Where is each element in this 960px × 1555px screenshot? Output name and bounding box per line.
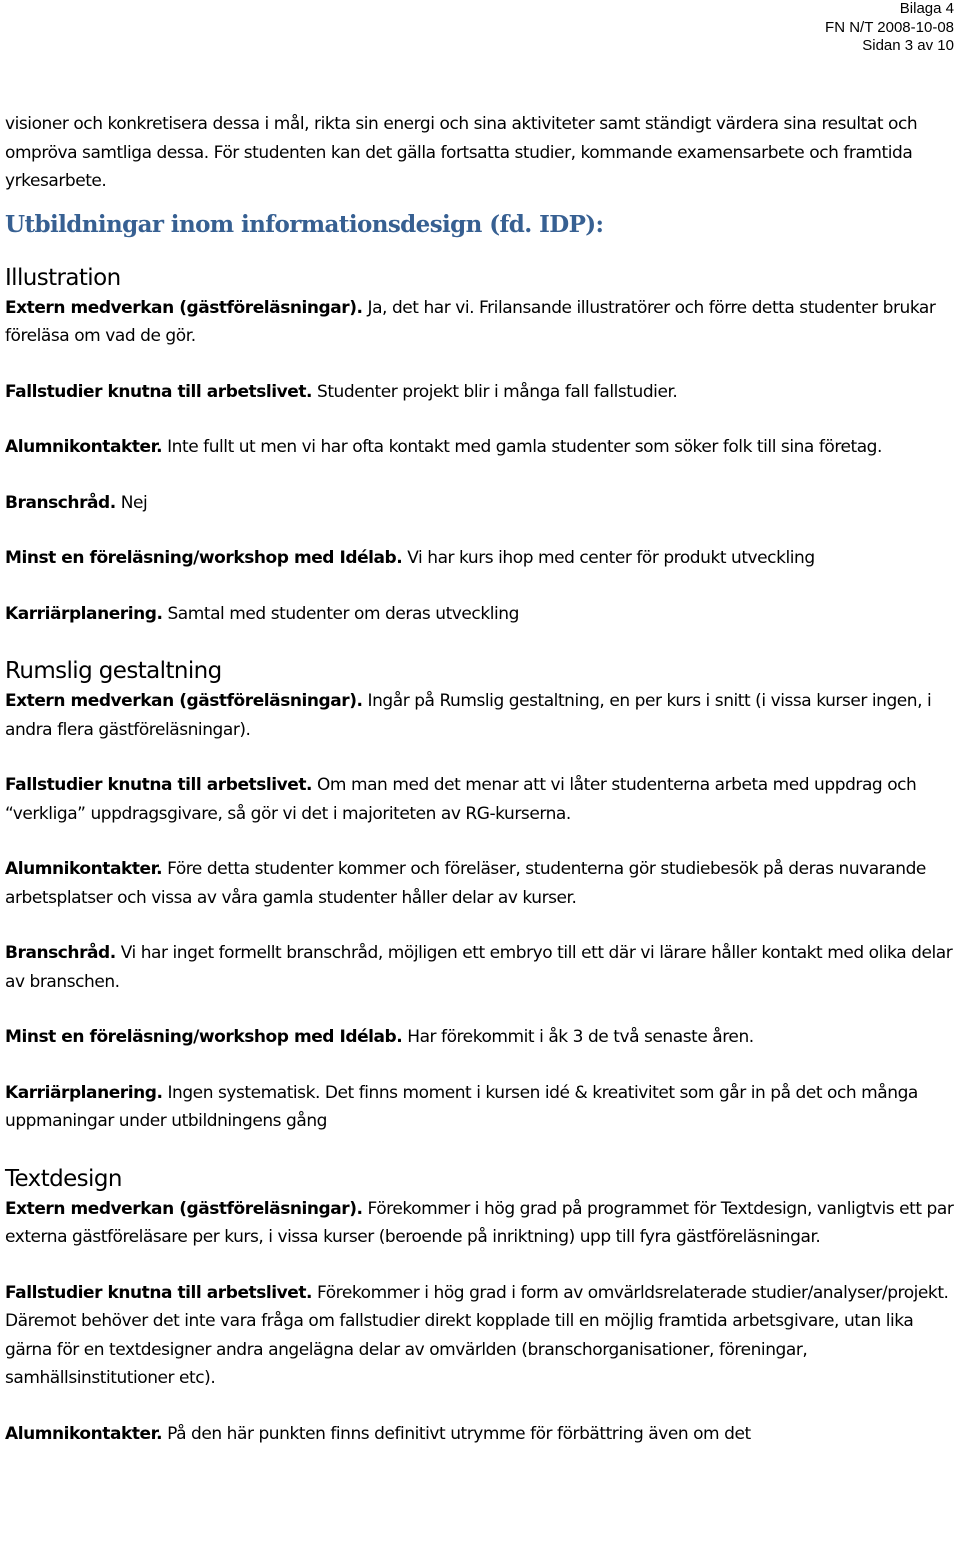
paragraph-label: Alumnikontakter. <box>5 859 163 879</box>
paragraph-label: Alumnikontakter. <box>5 437 163 457</box>
paragraph-label: Branschråd. <box>5 492 116 513</box>
paragraph-text: Före detta studenter kommer och föreläser, studenterna gör studiebesök på deras nuvarande arbetsplatser och vissa av våra gamla studenter håller delar av kurser. <box>5 859 926 908</box>
paragraph-extern-medverkan <box>5 687 955 744</box>
paragraph-text: Har förekommit i åk 3 de två senaste åren. <box>402 1027 754 1047</box>
paragraph-text: Förekommer i hög grad i form av omvärldsrelaterade studier/analyser/projekt. Däremot behöver det inte vara fråga om fallstudier direkt kopplade till en möjlig framtida arbetsgivare, utan lika gärna för en textdesigner andra angelägna delar av omvärlden (branschorganisationer, föreningar, samhällsinstitutioner etc). <box>5 1282 949 1388</box>
document-body <box>5 110 955 1475</box>
paragraph-label: Karriärplanering. <box>5 603 163 624</box>
section-title: Textdesign <box>5 1165 122 1192</box>
paragraph-text: På den här punkten finns definitivt utrymme för förbättring även om det <box>162 1423 751 1444</box>
paragraph-label: Fallstudier knutna till arbetslivet. <box>5 381 313 402</box>
section-illustration <box>5 262 955 629</box>
paragraph-fallstudier <box>5 1279 955 1393</box>
paragraph-label: Alumnikontakter. <box>5 1423 163 1444</box>
paragraph-label: Branschråd. <box>5 943 116 963</box>
paragraph-text: Förekommer i hög grad på programmet för Textdesign, vanligtvis ett par externa gästföreläsare per kurs, i vissa kurser (beroende på inriktning) upp till fyra gästföreläsningar. <box>5 1198 954 1247</box>
page-number: Sidan 3 av 10 <box>862 37 954 54</box>
paragraph-extern-medverkan <box>5 1195 955 1252</box>
paragraph-idelab <box>5 544 955 573</box>
paragraph-label: Extern medverkan (gästföreläsningar). <box>5 691 363 711</box>
section-rumslig-gestaltning <box>5 655 955 1136</box>
paragraph-karriarplanering <box>5 600 955 629</box>
paragraph-text: Inte fullt ut men vi har ofta kontakt med gamla studenter som söker folk till sina företag. <box>162 437 882 457</box>
page-heading: Utbildningar inom informationsdesign (fd. IDP): <box>5 210 604 238</box>
paragraph-fallstudier <box>5 771 955 828</box>
paragraph-extern-medverkan <box>5 294 955 351</box>
paragraph-label: Karriärplanering. <box>5 1082 163 1103</box>
paragraph-text: Vi har kurs ihop med center för produkt utveckling <box>402 548 815 568</box>
paragraph-label: Minst en föreläsning/workshop med Idélab. <box>5 1027 403 1047</box>
paragraph-text: Om man med det menar att vi låter studenterna arbeta med uppdrag och “verkliga” uppdragsgivare, så gör vi det i majoriteten av RG-kurserna. <box>5 775 917 824</box>
paragraph-text: Samtal med studenter om deras utveckling <box>162 603 519 624</box>
section-title: Illustration <box>5 264 121 291</box>
paragraph-text: Nej <box>115 492 148 513</box>
paragraph-label: Extern medverkan (gästföreläsningar). <box>5 1198 363 1219</box>
paragraph-alumnikontakter <box>5 1420 955 1449</box>
paragraph-text: Ingår på Rumslig gestaltning, en per kurs i snitt (i vissa kurser ingen, i andra flera gästföreläsningar). <box>5 691 932 740</box>
section-textdesign <box>5 1163 955 1449</box>
paragraph-label: Fallstudier knutna till arbetslivet. <box>5 1282 313 1303</box>
paragraph-text: Ja, det har vi. Frilansande illustratörer och förre detta studenter brukar föreläsa om vad de gör. <box>5 297 936 346</box>
paragraph-label: Extern medverkan (gästföreläsningar). <box>5 297 363 318</box>
paragraph-alumnikontakter <box>5 433 955 462</box>
section-title: Rumslig gestaltning <box>5 658 222 684</box>
document-reference: FN N/T 2008-10-08 <box>825 18 954 36</box>
paragraph-text: Studenter projekt blir i många fall fallstudier. <box>312 381 678 402</box>
paragraph-branschrad <box>5 939 955 996</box>
paragraph-alumnikontakter <box>5 855 955 912</box>
paragraph-text: Ingen systematisk. Det finns moment i kursen idé & kreativitet som går in på det och många uppmaningar under utbildningens gång <box>5 1082 918 1131</box>
intro-paragraph: visioner och konkretisera dessa i mål, rikta sin energi och sina aktiviteter samt ständigt värdera sina resultat och ompröva samtliga dessa. För studenten kan det gälla fortsatta studier, kommande examensarbete och framtida yrkesarbete. <box>5 114 918 191</box>
paragraph-fallstudier <box>5 378 955 407</box>
page-header <box>825 0 954 56</box>
paragraph-label: Fallstudier knutna till arbetslivet. <box>5 775 313 795</box>
attachment-label: Bilaga 4 <box>899 0 954 17</box>
paragraph-branschrad <box>5 489 955 518</box>
paragraph-idelab <box>5 1023 955 1052</box>
paragraph-text: Vi har inget formellt branschråd, möjligen ett embryo till ett där vi lärare håller kontakt med olika delar av branschen. <box>5 943 953 992</box>
paragraph-label: Minst en föreläsning/workshop med Idélab. <box>5 548 403 568</box>
paragraph-karriarplanering <box>5 1079 955 1136</box>
